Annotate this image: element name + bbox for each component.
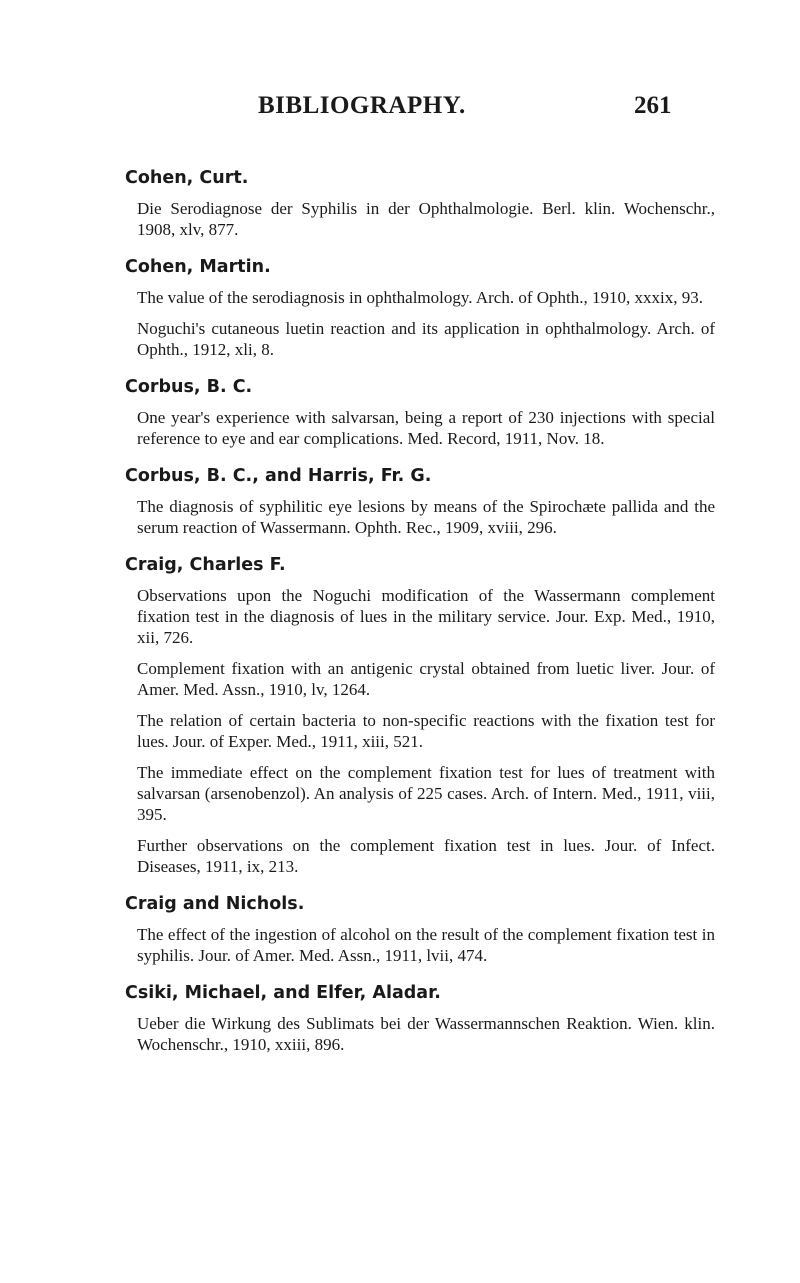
citation-entry: Ueber die Wirkung des Sublimats bei der Wassermannschen Reaktion. Wien. klin. Wochenschr., 1910, xxiii, 896. (137, 1014, 715, 1054)
citation-entry: Further observations on the complement fixation test in lues. Jour. of Infect. Diseases, 1911, ix, 213. (137, 836, 715, 876)
page-number: 261 (634, 92, 672, 119)
author-group (125, 256, 715, 360)
author-name: Csiki, Michael, and Elfer, Aladar. (125, 983, 441, 1003)
citation-entry: The diagnosis of syphilitic eye lesions by means of the Spirochæte pallida and the serum reaction of Wassermann. Ophth. Rec., 1909, xviii, 296. (137, 497, 715, 537)
author-name: Cohen, Curt. (125, 168, 249, 188)
author-name: Corbus, B. C. (125, 377, 253, 397)
citation-entry: The relation of certain bacteria to non-specific reactions with the fixation test for lues. Jour. of Exper. Med., 1911, xiii, 521. (137, 711, 715, 751)
page-title: BIBLIOGRAPHY. (258, 92, 466, 119)
author-name: Craig and Nichols. (125, 894, 305, 914)
citation-entry: Complement fixation with an antigenic crystal obtained from luetic liver. Jour. of Amer. Med. Assn., 1910, lv, 1264. (137, 659, 715, 699)
author-name: Craig, Charles F. (125, 555, 286, 575)
author-group (125, 167, 715, 240)
author-name: Corbus, B. C., and Harris, Fr. G. (125, 466, 432, 486)
bibliography-list (125, 167, 715, 1071)
author-group (125, 982, 715, 1055)
citation-entry: The immediate effect on the complement fixation test for lues of treatment with salvarsan (arsenobenzol). An analysis of 225 cases. Arch. of Intern. Med., 1911, viii, 395. (137, 763, 715, 824)
citation-entry: One year's experience with salvarsan, being a report of 230 injections with special reference to eye and ear complications. Med. Record, 1911, Nov. 18. (137, 408, 715, 448)
author-group (125, 376, 715, 449)
citation-entry: Observations upon the Noguchi modification of the Wassermann complement fixation test in the diagnosis of lues in the military service. Jour. Exp. Med., 1910, xii, 726. (137, 586, 715, 647)
author-group (125, 465, 715, 538)
author-group (125, 554, 715, 877)
author-name: Cohen, Martin. (125, 257, 271, 277)
citation-entry: Die Serodiagnose der Syphilis in der Ophthalmologie. Berl. klin. Wochenschr., 1908, xlv, 877. (137, 199, 715, 239)
running-head (0, 92, 800, 122)
citation-entry: The value of the serodiagnosis in ophthalmology. Arch. of Ophth., 1910, xxxix, 93. (137, 288, 703, 307)
author-group (125, 893, 715, 966)
citation-entry: The effect of the ingestion of alcohol on the result of the complement fixation test in syphilis. Jour. of Amer. Med. Assn., 1911, lvii, 474. (137, 925, 715, 965)
citation-entry: Noguchi's cutaneous luetin reaction and its application in ophthalmology. Arch. of Ophth., 1912, xli, 8. (137, 319, 715, 359)
